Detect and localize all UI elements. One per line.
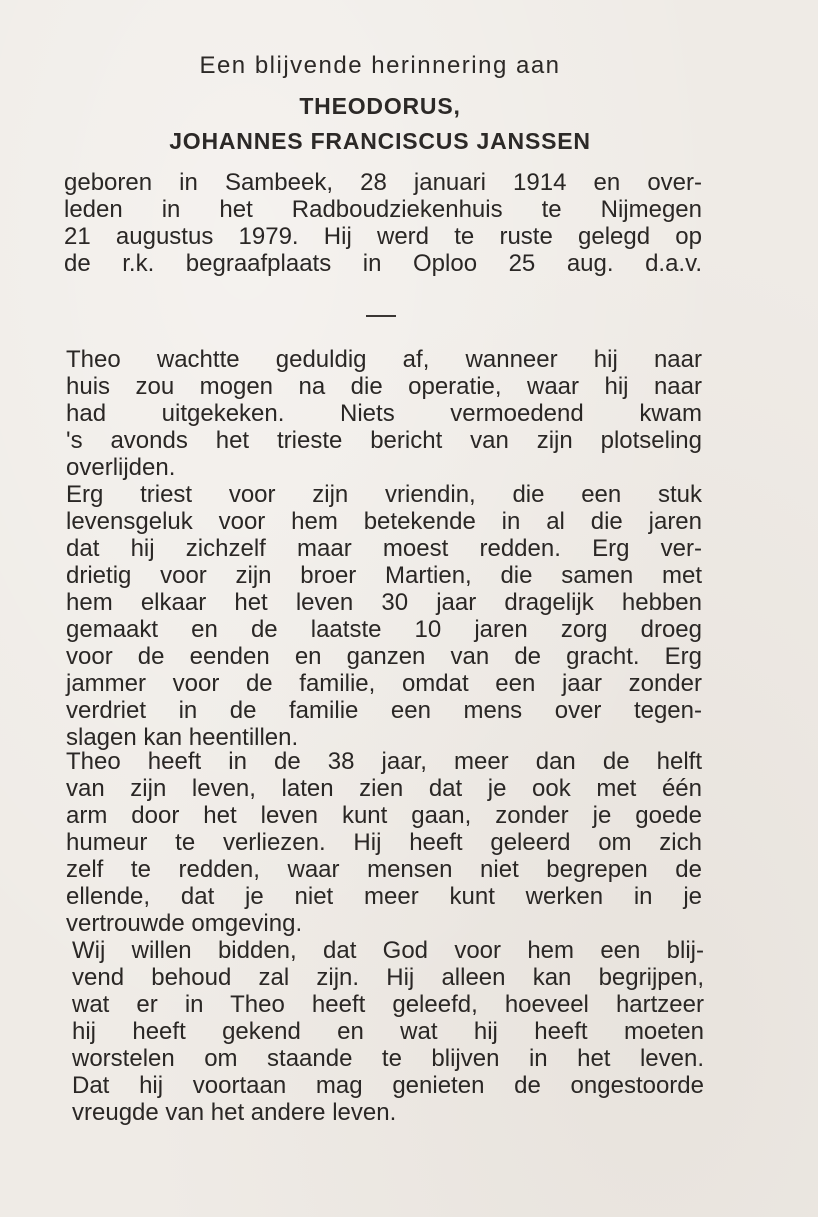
text-line: zelf te redden, waar mensen niet begrepen de: [66, 856, 702, 883]
intro-heading: Een blijvende herinnering aan: [199, 52, 561, 79]
text-line: worstelen om staande te blijven in het leven.: [72, 1045, 704, 1072]
text-line: arm door het leven kunt gaan, zonder je goede: [66, 802, 702, 829]
text-line: Erg triest voor zijn vriendin, die een stuk: [66, 481, 702, 508]
text-line: humeur te verliezen. Hij heeft geleerd om zich: [66, 829, 702, 856]
deceased-name-line-1: THEODORUS,: [299, 93, 461, 119]
text-line: jammer voor de familie, omdat een jaar zonder: [66, 670, 702, 697]
text-line: huis zou mogen na die operatie, waar hij naar: [66, 373, 702, 400]
text-line: slagen kan heentillen.: [66, 724, 299, 751]
text-line: leden in het Radboudziekenhuis te Nijmegen: [64, 196, 702, 223]
text-line: Theo heeft in de 38 jaar, meer dan de helft: [66, 748, 702, 775]
text-line: ellende, dat je niet meer kunt werken in je: [66, 883, 702, 910]
text-line: voor de eenden en ganzen van de gracht. Erg: [66, 643, 702, 670]
text-line: vreugde van het andere leven.: [72, 1099, 397, 1126]
text-line: van zijn leven, laten zien dat je ook met één: [66, 775, 702, 802]
text-line: 21 augustus 1979. Hij werd te ruste gelegd op: [64, 223, 702, 250]
text-line: gemaakt en de laatste 10 jaren zorg droeg: [66, 616, 702, 643]
text-line: de r.k. begraafplaats in Oploo 25 aug. d.a.v.: [64, 250, 702, 277]
text-line: levensgeluk voor hem betekende in al die jaren: [66, 508, 702, 535]
text-line: dat hij zichzelf maar moest redden. Erg ver-: [66, 535, 702, 562]
text-line: wat er in Theo heeft geleefd, hoeveel hartzeer: [72, 991, 704, 1018]
text-line: vertrouwde omgeving.: [66, 910, 303, 937]
text-line: 's avonds het trieste bericht van zijn plotseling: [66, 427, 702, 454]
deceased-name-line-2: JOHANNES FRANCISCUS JANSSEN: [169, 128, 591, 154]
text-line: Wij willen bidden, dat God voor hem een blij-: [72, 937, 704, 964]
text-line: hij heeft gekend en wat hij heeft moeten: [72, 1018, 704, 1045]
text-line: geboren in Sambeek, 28 januari 1914 en over-: [64, 169, 702, 196]
text-line: had uitgekeken. Niets vermoedend kwam: [66, 400, 702, 427]
text-line: verdriet in de familie een mens over tegen-: [66, 697, 702, 724]
text-line: overlijden.: [66, 454, 176, 481]
text-line: hem elkaar het leven 30 jaar dragelijk hebben: [66, 589, 702, 616]
separator-dash: [366, 315, 396, 317]
text-line: Dat hij voortaan mag genieten de ongestoorde: [72, 1072, 704, 1099]
text-line: vend behoud zal zijn. Hij alleen kan begrijpen,: [72, 964, 704, 991]
text-line: drietig voor zijn broer Martien, die samen met: [66, 562, 702, 589]
text-line: Theo wachtte geduldig af, wanneer hij naar: [66, 346, 702, 373]
